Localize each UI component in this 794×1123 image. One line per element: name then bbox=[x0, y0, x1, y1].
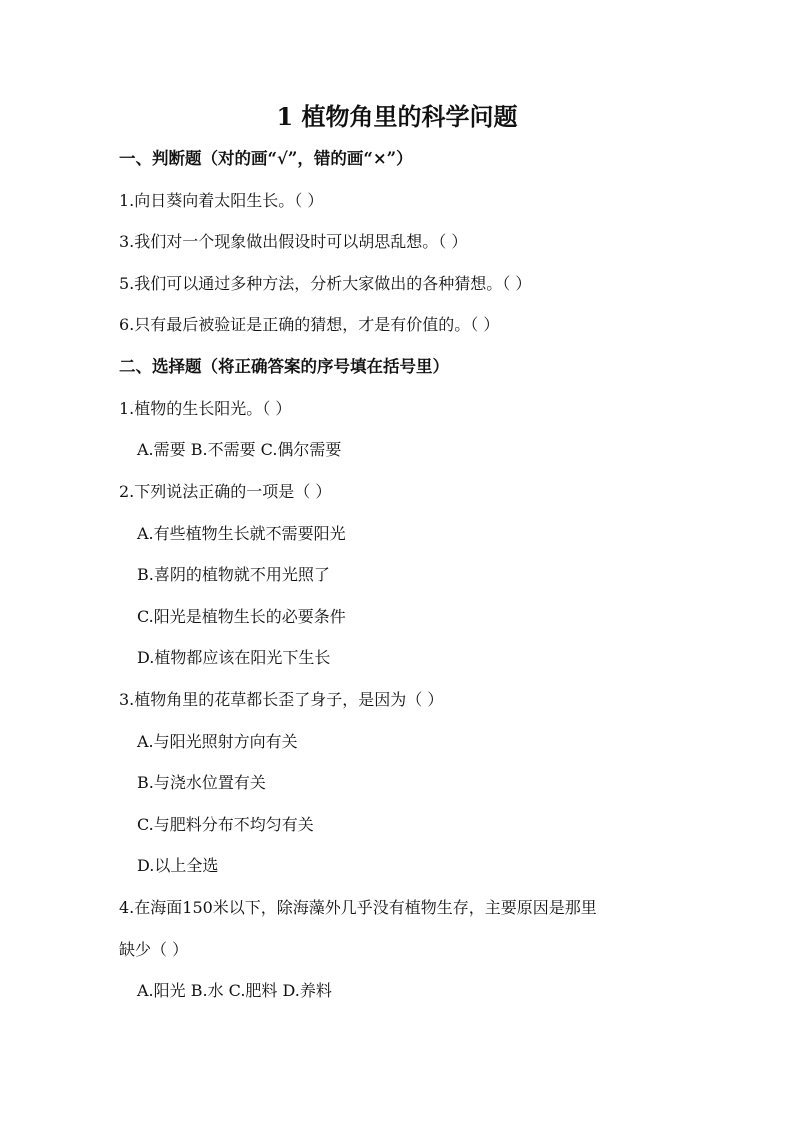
choice-question-4-cont: 缺少（ ） bbox=[119, 940, 189, 959]
choice-options-1: A.需要 B.不需要 C.偶尔需要 bbox=[137, 440, 342, 459]
choice-option-3d: D.以上全选 bbox=[137, 856, 219, 875]
section-heading-judgement: 一、判断题（对的画“√”，错的画“×”） bbox=[119, 149, 413, 168]
choice-options-4: A.阳光 B.水 C.肥料 D.养料 bbox=[137, 981, 332, 1000]
choice-option-2a: A.有些植物生长就不需要阳光 bbox=[137, 524, 346, 543]
choice-option-3c: C.与肥料分布不均匀有关 bbox=[137, 815, 314, 834]
choice-option-3b: B.与浇水位置有关 bbox=[137, 773, 266, 792]
choice-question-1: 1.植物的生长阳光。（ ） bbox=[119, 399, 292, 418]
judgement-item-3: 3.我们对一个现象做出假设时可以胡思乱想。（ ） bbox=[119, 232, 468, 251]
judgement-item-5: 5.我们可以通过多种方法，分析大家做出的各种猜想。（ ） bbox=[119, 274, 532, 293]
section-heading-choice: 二、选择题（将正确答案的序号填在括号里） bbox=[119, 357, 449, 376]
choice-option-3a: A.与阳光照射方向有关 bbox=[137, 732, 298, 751]
choice-option-2c: C.阳光是植物生长的必要条件 bbox=[137, 607, 346, 626]
choice-question-4: 4.在海面150米以下，除海藻外几乎没有植物生存，主要原因是那里 bbox=[119, 898, 597, 917]
judgement-item-1: 1.向日葵向着太阳生长。（ ） bbox=[119, 191, 324, 210]
choice-option-2d: D.植物都应该在阳光下生长 bbox=[137, 648, 331, 667]
choice-question-2: 2.下列说法正确的一项是（ ） bbox=[119, 482, 332, 501]
page-title: 1 植物角里的科学问题 bbox=[276, 102, 518, 131]
choice-question-3: 3.植物角里的花草都长歪了身子，是因为（ ） bbox=[119, 690, 444, 709]
judgement-item-6: 6.只有最后被验证是正确的猜想，才是有价值的。（ ） bbox=[119, 315, 500, 334]
choice-option-2b: B.喜阴的植物就不用光照了 bbox=[137, 565, 330, 584]
